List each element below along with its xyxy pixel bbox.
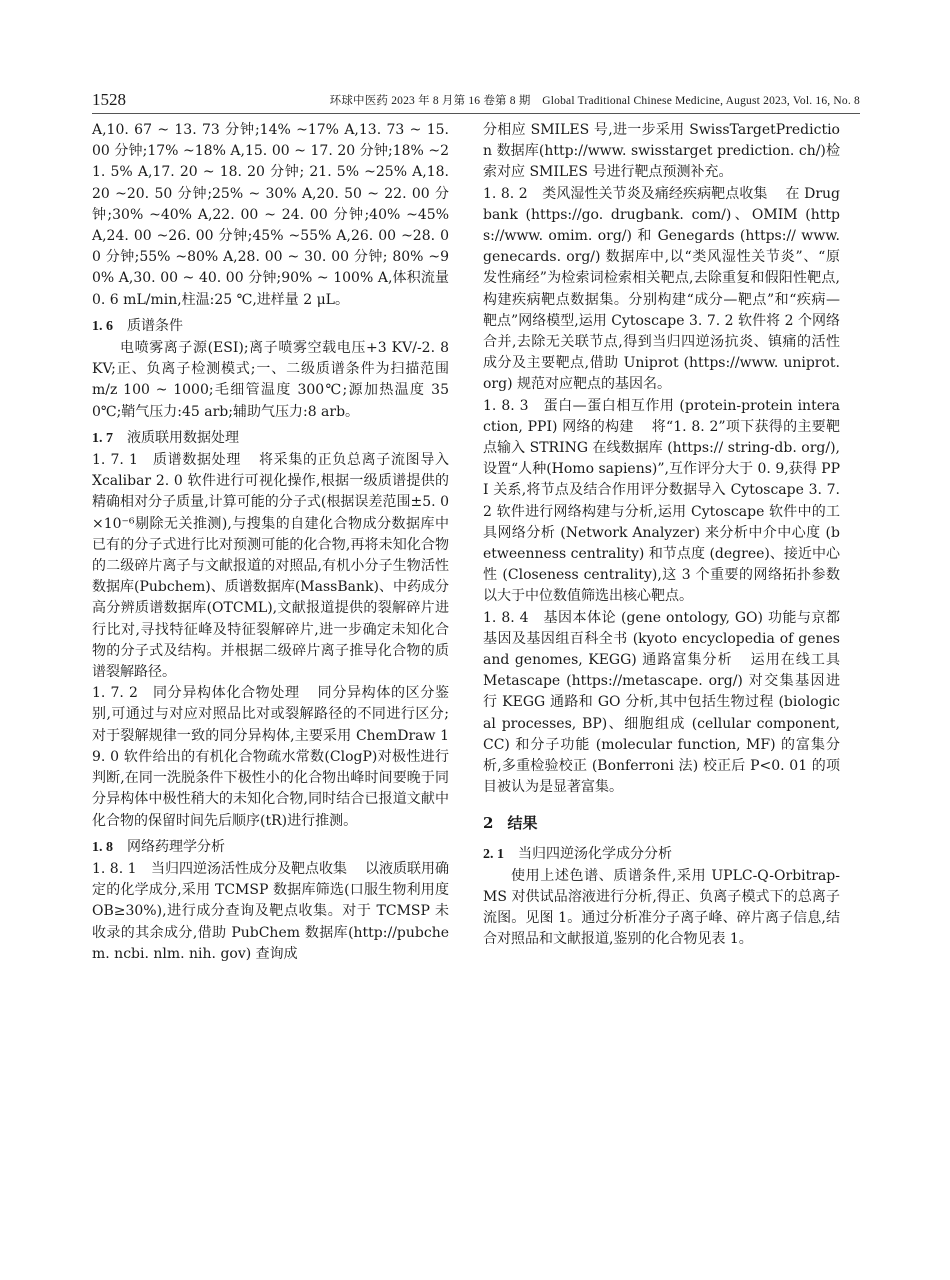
section-1-8-2 <box>483 184 840 396</box>
section-title: 网络药理学分析 <box>127 838 225 855</box>
subsection-text: 同分异构体的区分鉴别,可通过与对应对照品比对或裂解路径的不同进行区分;对于裂解规律一致的同分异构体,主要采用 ChemDraw 19. 0 软件给出的有机化合物疏水常数(ClogP)对极性进行判断,在同一洗脱条件下极性小的化合物出峰时间要晚于同分异构体中极性稍大的未知化合物,同时结合已报道文献中化合物的保留时间先后顺序(tR)进行推测。 <box>92 685 450 829</box>
right-column <box>483 120 840 951</box>
subsection-text: 运用在线工具 Metascape (https://metascape. org/) 对交集基因进行 KEGG 通路和 GO 分析,其中包括生物过程 (biological processes, BP)、细胞组成 (cellular component, CC) 和分子功能 (molecular function, MF) 的富集分析,多重检验校正 (Bonferroni 法) 校正后 P<0. 01 的项目被认为是显著富集。 <box>483 652 841 796</box>
subsection-number: 1. 8. 3 <box>483 397 529 414</box>
section-title: 质谱条件 <box>127 317 183 334</box>
section-1-8-3 <box>483 396 840 608</box>
section-1-7-heading <box>92 428 449 449</box>
section-1-7-2 <box>92 683 449 831</box>
subsection-text: 将采集的正负总离子流图导入 Xcalibar 2. 0 软件进行可视化操作,根据一级质谱提供的精确相对分子质量,计算可能的分子式(根据误差范围±5. 0×10⁻⁶剔除无关推测),与搜集的自建化合物成分数据库中已有的分子式进行比对预测可能的化合物,再将未知化合物的二级碎片离子与文献报道的对照品,有机小分子生物活性数据库(Pubchem)、质谱数据库(MassBank)、中药成分高分辨质谱数据库(OTCML),文献报道提供的裂解碎片进行比对,寻找特征峰及特征裂解碎片,进一步确定未知化合物的分子式及结构。并根据二级碎片离子推导化合物的质谱裂解路径。 <box>92 452 450 681</box>
section-2-1-text: 使用上述色谱、质谱条件,采用 UPLC-Q-Orbitrap-MS 对供试品溶液进行分析,得正、负离子模式下的总离子流图。见图 1。通过分析准分子离子峰、碎片离子信息,结合对照品和文献报道,鉴别的化合物见表 1。 <box>483 867 840 948</box>
subsection-number: 1. 8. 4 <box>483 609 529 626</box>
section-number: 2 <box>483 813 494 832</box>
subsection-text: 在 Drugbank (https://go. drugbank. com/)、OMIM (https://www. omim. org/) 和 Genegards (https:// www. genecards. org/) 数据库中,以“类风湿性关节炎”、“原发性痛经”为检索词检索相关靶点,去除重复和假阳性靶点,构建疾病靶点数据集。分别构建“成分—靶点”和“疾病—靶点”网络模型,运用 Cytoscape 3. 7. 2 软件将 2 个网络合并,去除无关联节点,得到当归四逆汤抗炎、镇痛的活性成分及主要靶点,借助 Uniprot (https://www. uniprot. org) 规范对应靶点的基因名。 <box>483 185 840 393</box>
subsection-number: 1. 7. 1 <box>92 452 138 469</box>
section-title: 当归四逆汤化学成分分析 <box>518 845 672 862</box>
section-1-7-1 <box>92 450 449 683</box>
section-title: 结果 <box>507 813 538 832</box>
subsection-title: 类风湿性关节炎及痛经疾病靶点收集 <box>542 185 768 202</box>
header-rule <box>92 113 860 114</box>
subsection-text: 以液质联用确定的化学成分,采用 TCMSP 数据库筛选(口服生物利用度 OB≥30%),进行成分查询及靶点收集。对于 TCMSP 未收录的其余成分,借助 PubChem 数据库(http://pubchem. ncbi. nlm. nih. gov) 查询成 <box>92 860 450 962</box>
section-number: 1. 7 <box>92 430 113 446</box>
section-1-6-text: 电喷雾离子源(ESI);离子喷雾空载电压+3 KV/-2. 8 KV;正、负离子检测模式;一、二级质谱条件为扫描范围 m/z 100 ~ 1000;毛细管温度 300℃;源加热温度 350℃;鞘气压力:45 arb;辅助气压力:8 arb。 <box>92 340 449 420</box>
section-1-6-heading <box>92 316 449 337</box>
subsection-number: 1. 8. 2 <box>483 185 528 202</box>
running-head: 环球中医药 2023 年 8 月第 16 卷第 8 期 Global Traditional Chinese Medicine, August 2023, Vol. 16, No. 8 <box>329 95 860 107</box>
subsection-title: 质谱数据处理 <box>152 452 241 469</box>
chromatography-gradient-text: A,10. 67 ~ 13. 73 分钟;14% ~17% A,13. 73 ~ 15. 00 分钟;17% ~18% A,15. 00 ~ 17. 20 分钟;18% ~21. 5% A,17. 20 ~ 18. 20 分钟; 21. 5% ~25% A,18. 20 ~20. 50 分钟;25% ~ 30% A,20. 50 ~ 22. 00 分钟;30% ~40% A,22. 00 ~ 24. 00 分钟;40% ~45% A,24. 00 ~26. 00 分钟;45% ~55% A,26. 00 ~28. 00 分钟;55% ~80% A,28. 00 ~ 30. 00 分钟; 80% ~90% A,30. 00 ~ 40. 00 分钟;90% ~ 100% A,体积流量 0. 6 mL/min,柱温:25 ℃,进样量 2 μL。 <box>92 122 449 308</box>
section-2-1-heading <box>483 844 840 865</box>
continued-text: 分相应 SMILES 号,进一步采用 SwissTargetPrediction 数据库(http://www. swisstarget prediction. ch/)检索对应 SMILES 号进行靶点预测补充。 <box>483 122 840 181</box>
subsection-number: 1. 7. 2 <box>92 685 138 702</box>
section-number: 1. 6 <box>92 318 113 334</box>
section-1-8-1 <box>92 859 449 965</box>
section-number: 2. 1 <box>483 846 504 862</box>
subsection-text: 将“1. 8. 2”项下获得的主要靶点输入 STRING 在线数据库 (https:// string-db. org/),设置“人种(Homo sapiens)”,互作评分大于 0. 9,获得 PPI 关系,将节点及结合作用评分数据导入 Cytoscape 3. 7. 2 软件进行网络构建与分析,运用 Cytoscape 软件中的工具网络分析 (Network Analyzer) 来分析中介中心度 (betweenness centrality) 和节点度 (degree)、接近中心性 (Closeness centrality),这 3 个重要的网络拓扑参数以大于中位数值筛选出核心靶点。 <box>483 418 840 605</box>
subsection-title: 蛋白—蛋白相互作用 (protein-protein interaction, PPI) 网络的构建 <box>483 397 841 435</box>
subsection-number: 1. 8. 1 <box>92 860 137 877</box>
subsection-title: 基因本体论 (gene ontology, GO) 功能与京都基因及基因组百科全书 (kyoto encyclopedia of genes and genomes, KEGG) 通路富集分析 <box>483 609 840 669</box>
page-number: 1528 <box>92 90 126 109</box>
section-number: 1. 8 <box>92 839 113 855</box>
subsection-title: 同分异构体化合物处理 <box>152 685 300 702</box>
section-title: 液质联用数据处理 <box>127 429 239 446</box>
left-column <box>92 120 449 965</box>
section-1-8-heading <box>92 837 449 858</box>
section-2-heading <box>483 812 840 834</box>
section-1-8-4 <box>483 608 840 799</box>
subsection-title: 当归四逆汤活性成分及靶点收集 <box>150 860 347 877</box>
